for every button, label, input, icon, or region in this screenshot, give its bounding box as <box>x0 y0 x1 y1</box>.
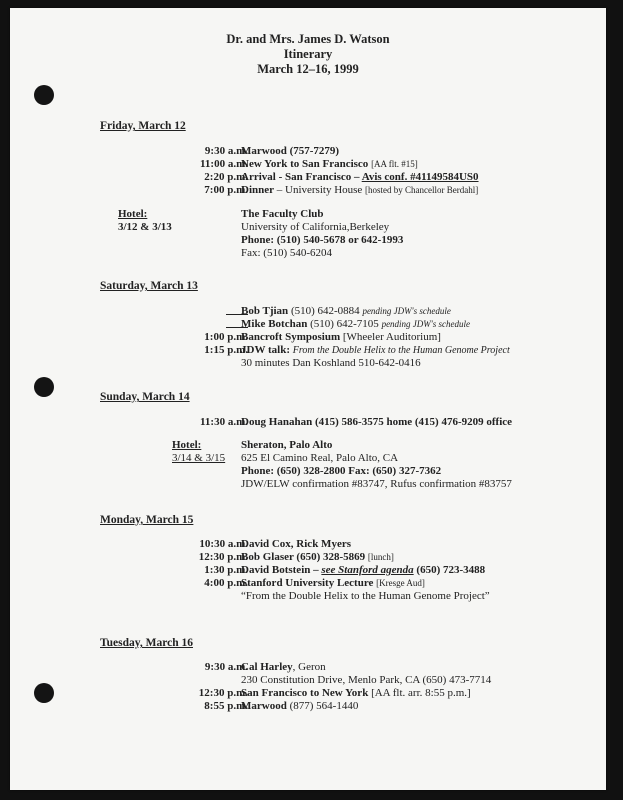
time: 10:30 a.m. <box>199 538 248 550</box>
time: 9:30 a.m. <box>204 145 248 157</box>
hotel-confirmation: JDW/ELW confirmation #83747, Rufus confirmation #83757 <box>241 478 512 490</box>
hotel-address: University of California,Berkeley <box>241 221 390 233</box>
hotel-address: 625 El Camino Real, Palo Alto, CA <box>241 452 399 464</box>
day-heading-sunday: Sunday, March 14 <box>100 391 190 403</box>
event-detail: “From the Double Helix to the Human Genome Project” <box>241 590 490 602</box>
event: Bob Tjian (510) 642-0884 pending JDW's schedule <box>241 305 451 317</box>
stanford-agenda-link: see Stanford agenda <box>321 564 414 576</box>
day-heading-tuesday: Tuesday, March 16 <box>100 637 193 649</box>
time: 8:55 p.m. <box>204 700 248 712</box>
punch-hole <box>34 683 54 703</box>
event: David Cox, Rick Myers <box>241 538 351 550</box>
time-blank <box>138 305 248 319</box>
event-detail: 230 Constitution Drive, Menlo Park, CA (650) 473-7714 <box>241 674 492 686</box>
time: 1:30 p.m. <box>204 564 248 576</box>
hotel-dates: 3/14 & 3/15 <box>172 452 226 464</box>
event: San Francisco to New York [AA flt. arr. 8:55 p.m.] <box>241 687 471 699</box>
time-blank <box>138 318 248 332</box>
event: JDW talk: From the Double Helix to the Human Genome Project <box>241 344 510 356</box>
document-header <box>10 32 606 77</box>
event: Bancroft Symposium [Wheeler Auditorium] <box>241 331 441 343</box>
day-heading-monday: Monday, March 15 <box>100 514 194 526</box>
time: 12:30 p.m. <box>198 687 248 699</box>
event: New York to San Francisco [AA flt. #15] <box>241 158 418 170</box>
time: 2:20 p.m. <box>204 171 248 183</box>
hotel-name: The Faculty Club <box>241 208 324 220</box>
hotel-dates: 3/12 & 3/13 <box>118 221 172 233</box>
time: 4:00 p.m. <box>204 577 248 589</box>
event: Dinner – University House [hosted by Chancellor Berdahl] <box>241 184 479 196</box>
punch-hole <box>34 377 54 397</box>
event: David Botstein – see Stanford agenda (650) 723-3488 <box>241 564 486 576</box>
day-heading-saturday: Saturday, March 13 <box>100 280 198 292</box>
hotel-fax: Fax: (510) 540-6204 <box>241 247 333 259</box>
event-detail: 30 minutes Dan Koshland 510-642-0416 <box>241 357 421 369</box>
document-page <box>10 8 606 790</box>
event: Bob Glaser (650) 328-5869 [lunch] <box>241 551 394 563</box>
event: Stanford University Lecture [Kresge Aud] <box>241 577 425 589</box>
time: 11:30 a.m. <box>200 416 248 428</box>
time: 11:00 a.m. <box>200 158 248 170</box>
event: Mike Botchan (510) 642-7105 pending JDW's schedule <box>241 318 470 330</box>
time: 1:15 p.m. <box>204 344 248 356</box>
day-heading-friday: Friday, March 12 <box>100 120 186 132</box>
time: 7:00 p.m. <box>204 184 248 196</box>
punch-hole <box>34 85 54 105</box>
time: 12:30 p.m. <box>198 551 248 563</box>
time: 9:30 a.m. <box>204 661 248 673</box>
event: Marwood (757-7279) <box>241 145 340 157</box>
hotel-phone: Phone: (650) 328-2800 Fax: (650) 327-7362 <box>241 465 442 477</box>
avis-conf-link: Avis conf. #41149584US0 <box>361 171 479 183</box>
header-subtitle: Itinerary <box>283 47 333 61</box>
header-title: Dr. and Mrs. James D. Watson <box>226 32 390 46</box>
hotel-label: Hotel: <box>118 208 148 220</box>
header-dates: March 12–16, 1999 <box>257 62 359 76</box>
hotel-phone: Phone: (510) 540-5678 or 642-1993 <box>241 234 404 246</box>
event: Doug Hanahan (415) 586-3575 home (415) 476-9209 office <box>241 416 513 428</box>
event: Marwood (877) 564-1440 <box>241 700 359 712</box>
hotel-label: Hotel: <box>172 439 202 451</box>
time: 1:00 p.m. <box>204 331 248 343</box>
hotel-name: Sheraton, Palo Alto <box>241 439 333 451</box>
event: Cal Harley, Geron <box>241 661 326 673</box>
event: Arrival - San Francisco – Avis conf. #41149584US0 <box>241 171 479 183</box>
